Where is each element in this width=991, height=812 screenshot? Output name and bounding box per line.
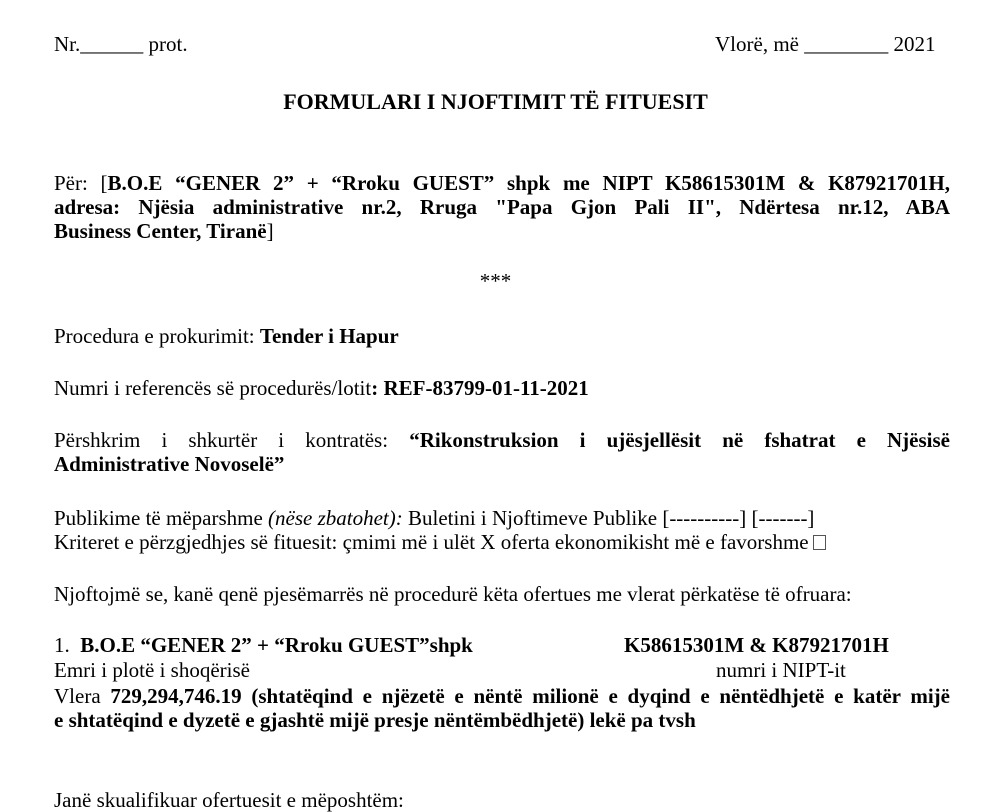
page-title: FORMULARI I NJOFTIMIT TË FITUESIT <box>283 89 708 114</box>
bidder-value-line-1: 729,294,746.19 (shtatëqind e njëzetë e nëntë milionë e dyqind e nëntëdhjetë e katër mijë <box>110 684 950 708</box>
publications-value: Buletini i Njoftimeve Publike [----------] [-------] <box>402 506 815 530</box>
date-line: Vlorë, më ________ 2021 <box>715 32 936 56</box>
procedure-label: Procedura e prokurimit: <box>54 324 260 348</box>
participants-intro: Njoftojmë se, kanë qenë pjesëmarrës në procedurë këta ofertues me vlerat përkatëse të ofruara: <box>54 582 852 606</box>
recipient-line-2: adresa: Njësia administrative nr.2, Rruga "Papa Gjon Pali II", Ndërtesa nr.12, ABA <box>54 195 950 219</box>
recipient-label: Për: [ <box>54 171 108 195</box>
bidder-name: B.O.E “GENER 2” + “Rroku GUEST”shpk <box>80 633 473 657</box>
favorable-offer-checkbox[interactable] <box>813 535 826 550</box>
description-label: Përshkrim i shkurtër i kontratës: <box>54 428 410 452</box>
bidder-value-label: Vlera <box>54 684 111 708</box>
description-value-1: “Rikonstruksion i ujësjellësit në fshatrat e Njësisë <box>409 428 950 452</box>
criteria-line <box>54 530 826 554</box>
publications-line <box>54 506 814 530</box>
procedure-line <box>54 324 399 348</box>
protocol-number: Nr.______ prot. <box>54 32 188 56</box>
reference-label: Numri i referencës së procedurës/lotit <box>54 376 372 400</box>
description-value-2: Administrative Novoselë” <box>54 452 285 476</box>
publications-note: (nëse zbatohet): <box>268 506 403 530</box>
bidder-value-line-2: e shtatëqind e dyzetë e gjashtë mijë presje nëntëmbëdhjetë) lekë pa tvsh <box>54 708 696 732</box>
separator: *** <box>479 269 512 293</box>
procedure-value: Tender i Hapur <box>259 324 399 348</box>
disqualified-intro: Janë skualifikuar ofertuesit e mëposhtëm: <box>54 788 404 812</box>
reference-line <box>54 376 589 400</box>
recipient-line-1: B.O.E “GENER 2” + “Rroku GUEST” shpk me NIPT K58615301M & K87921701H, <box>107 171 950 195</box>
bidder-nipt-caption: numri i NIPT-it <box>716 658 846 682</box>
reference-value: : REF-83799-01-11-2021 <box>371 376 589 400</box>
recipient-line-3: Business Center, Tiranë <box>54 219 267 243</box>
bidder-row <box>54 633 473 657</box>
description-block <box>54 428 950 476</box>
recipient-block <box>54 171 950 243</box>
recipient-close: ] <box>266 219 274 243</box>
bidder-nipt: K58615301M & K87921701H <box>624 633 889 657</box>
publications-label: Publikime të mëparshme <box>54 506 269 530</box>
bidder-value-block <box>54 684 950 732</box>
criteria-label: Kriteret e përzgjedhjes së fituesit: çmimi më i ulët X oferta ekonomikisht më e favorshme <box>54 530 809 554</box>
bidder-name-caption: Emri i plotë i shoqërisë <box>54 658 250 682</box>
bidder-number: 1. <box>54 633 70 657</box>
